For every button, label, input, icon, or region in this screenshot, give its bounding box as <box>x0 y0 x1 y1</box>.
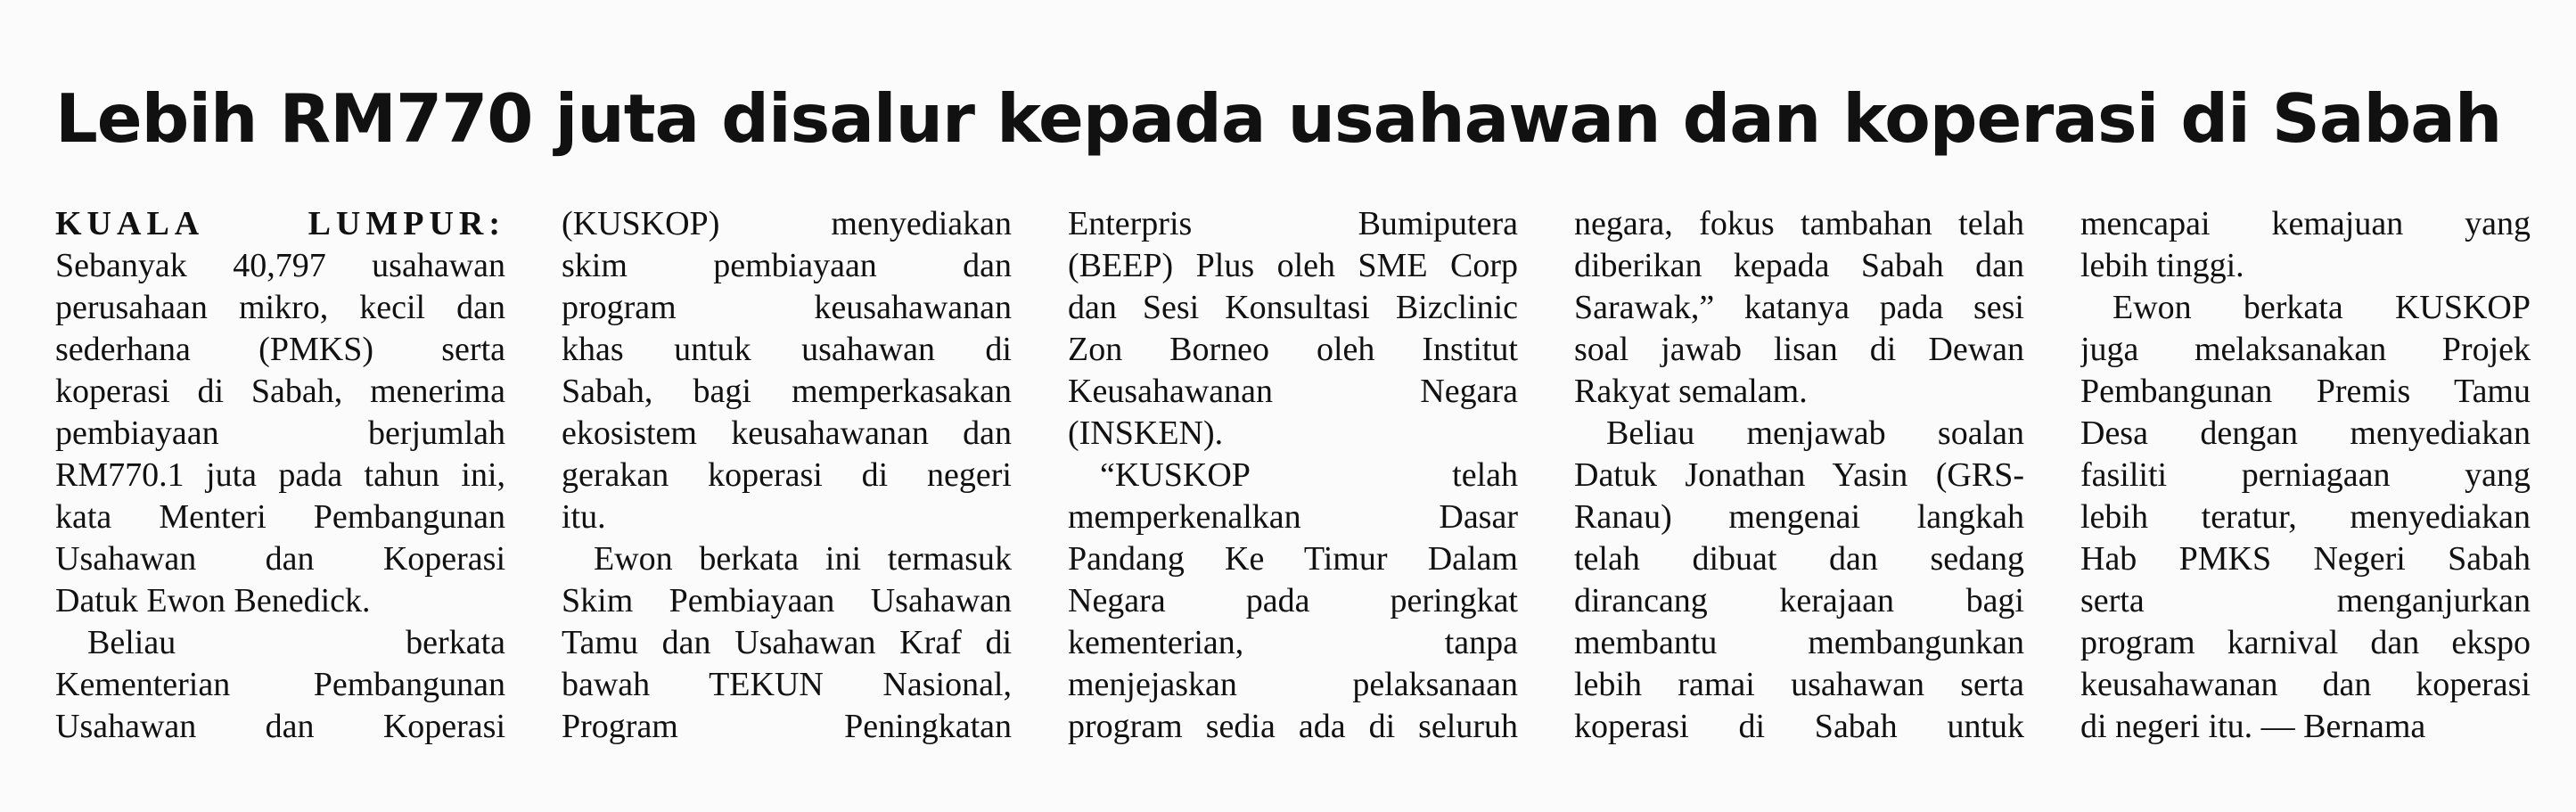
body-line: diberikan kepada Sabah dan <box>1574 247 2024 284</box>
body-line: itu. <box>562 498 606 536</box>
body-line: Datuk Ewon Benedick. <box>55 582 371 619</box>
body-line: sederhana (PMKS) serta <box>55 331 505 368</box>
body-line: program keusahawanan <box>562 289 1012 326</box>
body-line: gerakan koperasi di negeri <box>562 456 1012 494</box>
article-body <box>55 203 2533 774</box>
body-line: Beliau menjawab soalan <box>1606 414 2024 452</box>
body-line: RM770.1 juta pada tahun ini, <box>55 456 505 494</box>
body-line: “KUSKOP telah <box>1100 456 1518 494</box>
body-line: fasiliti perniagaan yang <box>2080 456 2531 494</box>
body-line: mencapai kemajuan yang <box>2080 205 2531 242</box>
body-line: Keusahawanan Negara <box>1068 373 1518 410</box>
body-line: Beliau berkata <box>87 624 505 661</box>
body-line: juga melaksanakan Projek <box>2080 331 2531 368</box>
body-line: Skim Pembiayaan Usahawan <box>562 582 1012 619</box>
body-line: Desa dengan menyediakan <box>2080 414 2531 452</box>
body-line: negara, fokus tambahan telah <box>1574 205 2024 242</box>
body-line: memperkenalkan Dasar <box>1068 498 1518 536</box>
body-line: di negeri itu. — Bernama <box>2080 708 2426 745</box>
body-line: dan Sesi Konsultasi Bizclinic <box>1068 289 1518 326</box>
body-line: telah dibuat dan sedang <box>1574 540 2024 578</box>
body-line: Ranau) mengenai langkah <box>1574 498 2024 536</box>
body-line: koperasi di Sabah, menerima <box>55 373 505 410</box>
body-line: program karnival dan ekspo <box>2080 624 2531 661</box>
body-line: serta menganjurkan <box>2080 582 2531 619</box>
article-column-3 <box>1068 203 1518 748</box>
article-column-5 <box>2080 203 2531 748</box>
body-line: Enterpris Bumiputera <box>1068 205 1518 242</box>
body-line: Rakyat semalam. <box>1574 373 1808 410</box>
body-line: menjejaskan pelaksanaan <box>1068 666 1518 703</box>
body-line: Ewon berkata KUSKOP <box>2112 289 2531 326</box>
body-line: Pandang Ke Timur Dalam <box>1068 540 1518 578</box>
article-column-2 <box>562 203 1012 748</box>
body-line: Sabah, bagi memperkasakan <box>562 373 1012 410</box>
body-line: dirancang kerajaan bagi <box>1574 582 2024 619</box>
body-line: bawah TEKUN Nasional, <box>562 666 1012 703</box>
body-line: (KUSKOP) menyediakan <box>562 205 1012 242</box>
article-column-1 <box>55 203 505 748</box>
body-line: Kementerian Pembangunan <box>55 666 505 703</box>
body-line: Negara pada peringkat <box>1068 582 1518 619</box>
body-line: kata Menteri Pembangunan <box>55 498 505 536</box>
body-line: keusahawanan dan koperasi <box>2080 666 2531 703</box>
body-line: program sedia ada di seluruh <box>1068 708 1518 745</box>
article-column-4 <box>1574 203 2024 748</box>
body-line: Pembangunan Premis Tamu <box>2080 373 2531 410</box>
body-line: pembiayaan berjumlah <box>55 414 505 452</box>
body-line: soal jawab lisan di Dewan <box>1574 331 2024 368</box>
body-line: Sarawak,” katanya pada sesi <box>1574 289 2024 326</box>
body-line: Sebanyak 40,797 usahawan <box>55 247 505 284</box>
body-line: koperasi di Sabah untuk <box>1574 708 2024 745</box>
body-line: perusahaan mikro, kecil dan <box>55 289 505 326</box>
body-line: Zon Borneo oleh Institut <box>1068 331 1518 368</box>
body-line: Tamu dan Usahawan Kraf di <box>562 624 1012 661</box>
body-line: skim pembiayaan dan <box>562 247 1012 284</box>
article-headline: Lebih RM770 juta disalur kepada usahawan dan koperasi di Sabah <box>55 79 2502 158</box>
body-line: lebih teratur, menyediakan <box>2080 498 2531 536</box>
body-line: Hab PMKS Negeri Sabah <box>2080 540 2531 578</box>
body-line: kementerian, tanpa <box>1068 624 1518 661</box>
body-line: khas untuk usahawan di <box>562 331 1012 368</box>
dateline: KUALA LUMPUR: <box>55 205 505 242</box>
body-line: (BEEP) Plus oleh SME Corp <box>1068 247 1518 284</box>
body-line: Ewon berkata ini termasuk <box>594 540 1012 578</box>
body-line: Program Peningkatan <box>562 708 1012 745</box>
body-line: Datuk Jonathan Yasin (GRS- <box>1574 456 2024 494</box>
body-line: lebih ramai usahawan serta <box>1574 666 2024 703</box>
body-line: lebih tinggi. <box>2080 247 2244 284</box>
body-line: Usahawan dan Koperasi <box>55 708 505 745</box>
body-line: (INSKEN). <box>1068 414 1224 452</box>
body-line: ekosistem keusahawanan dan <box>562 414 1012 452</box>
body-line: Usahawan dan Koperasi <box>55 540 505 578</box>
body-line: membantu membangunkan <box>1574 624 2024 661</box>
